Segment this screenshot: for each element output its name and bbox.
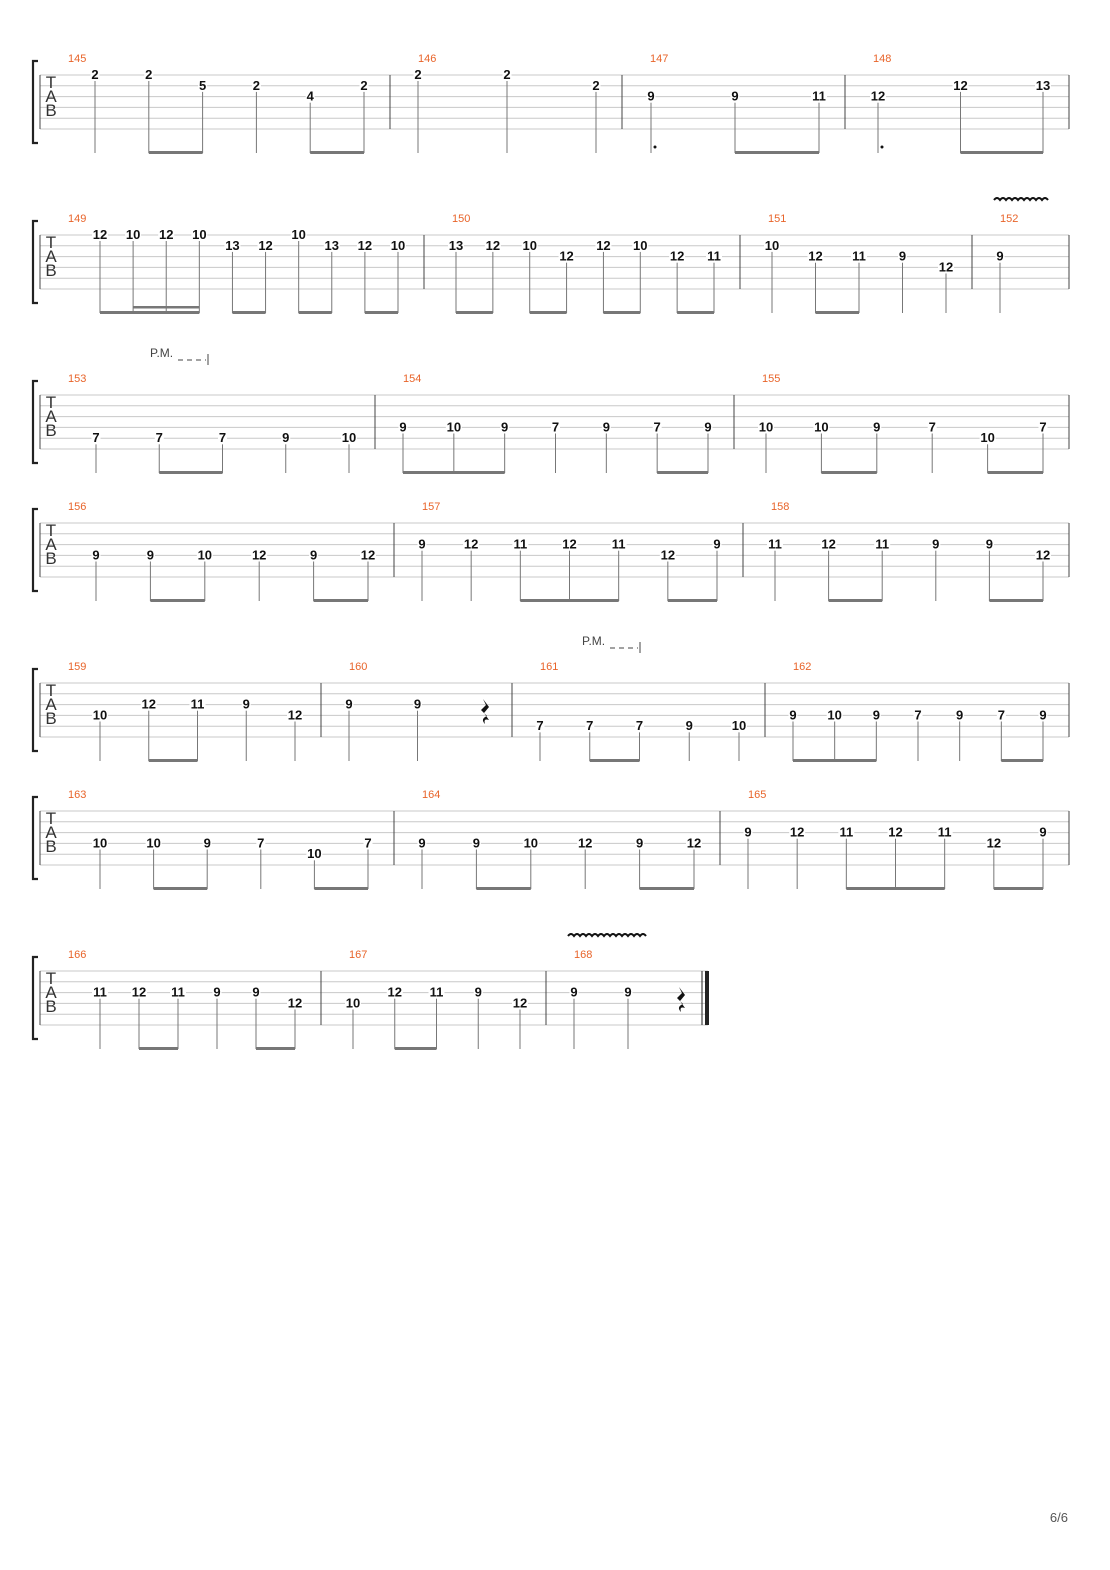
measure xyxy=(68,661,303,762)
fret-number: 9 xyxy=(282,430,290,446)
measure xyxy=(647,53,828,154)
fret-number: 10 xyxy=(523,835,539,851)
fret-number: 12 xyxy=(258,237,273,253)
fret-number: 7 xyxy=(92,430,100,446)
fret-number: 10 xyxy=(192,227,207,242)
measure-number: 149 xyxy=(68,213,87,225)
measure-number: 162 xyxy=(793,661,812,673)
fret-number: 9 xyxy=(501,419,509,435)
tab-clef-letter: B xyxy=(45,421,57,440)
measure xyxy=(68,213,406,314)
beam xyxy=(821,471,876,474)
tab-clef-letter: T xyxy=(45,233,57,252)
fret-number: 9 xyxy=(602,419,610,435)
fret-number: 9 xyxy=(789,707,797,723)
tab-clef-letter: A xyxy=(45,823,57,842)
fret-number: 7 xyxy=(635,718,644,734)
fret-number: 7 xyxy=(536,718,544,734)
tab-clef-letter: T xyxy=(45,809,57,828)
tab-clef-letter: T xyxy=(45,969,57,988)
beam xyxy=(603,311,640,314)
quarter-rest-icon xyxy=(677,987,685,1012)
measure-number: 145 xyxy=(68,53,87,65)
fret-number: 12 xyxy=(888,824,903,840)
fret-number: 11 xyxy=(875,536,890,552)
fret-number: 12 xyxy=(287,707,303,723)
fret-number: 11 xyxy=(513,536,528,552)
fret-number: 9 xyxy=(898,248,907,264)
beam xyxy=(314,599,368,602)
tab-clef-letter: B xyxy=(45,261,57,280)
fret-number: 12 xyxy=(131,984,147,1000)
fret-number: 9 xyxy=(474,984,482,1000)
fret-number: 7 xyxy=(1039,419,1047,435)
fret-number: 2 xyxy=(252,77,261,93)
beam xyxy=(456,311,493,314)
beam xyxy=(989,599,1043,602)
measure-number: 165 xyxy=(748,789,767,801)
measure-number: 163 xyxy=(68,789,87,801)
beam xyxy=(816,311,860,314)
measure xyxy=(418,501,722,602)
measure-number: 160 xyxy=(349,661,368,673)
beam xyxy=(310,151,364,154)
measure xyxy=(870,53,1051,154)
fret-number: 9 xyxy=(744,824,752,840)
fret-number: 9 xyxy=(985,536,994,552)
measure xyxy=(345,661,490,761)
fret-number: 11 xyxy=(707,248,721,264)
fret-number: 9 xyxy=(873,419,881,435)
tab-system xyxy=(33,198,1069,314)
fret-number: 11 xyxy=(190,696,205,712)
fret-number: 11 xyxy=(429,984,444,1000)
beam xyxy=(365,311,398,314)
fret-number: 10 xyxy=(827,707,842,723)
fret-number: 9 xyxy=(146,547,155,563)
beam xyxy=(590,759,640,762)
fret-number: 12 xyxy=(562,536,577,552)
measure-number: 166 xyxy=(68,949,87,961)
fret-number: 2 xyxy=(592,77,600,93)
fret-number: 7 xyxy=(257,835,265,851)
fret-number: 9 xyxy=(635,835,644,851)
palm-mute-label: P.M. xyxy=(582,634,606,648)
fret-number: 10 xyxy=(814,419,829,435)
fret-number: 7 xyxy=(551,419,560,435)
beam xyxy=(657,471,708,474)
fret-number: 7 xyxy=(364,835,372,851)
fret-number: 9 xyxy=(647,88,655,104)
fret-number: 9 xyxy=(203,835,211,851)
beam xyxy=(100,311,199,314)
fret-number: 9 xyxy=(345,696,353,712)
fret-number: 9 xyxy=(252,984,260,1000)
beam xyxy=(299,311,332,314)
tab-clef-letter: T xyxy=(45,393,57,412)
fret-number: 9 xyxy=(570,984,578,1000)
fret-number: 9 xyxy=(624,984,632,1000)
tab-clef-letter: T xyxy=(45,681,57,700)
system-bracket xyxy=(33,509,38,591)
fret-number: 12 xyxy=(938,259,954,275)
system-bracket xyxy=(33,797,38,879)
measure-number: 164 xyxy=(422,789,441,801)
measure-number: 152 xyxy=(1000,213,1019,225)
measure xyxy=(399,373,713,474)
tab-clef-letter: A xyxy=(45,247,57,266)
fret-number: 10 xyxy=(146,835,161,851)
fret-number: 10 xyxy=(446,419,462,435)
tab-clef-letter: B xyxy=(45,709,57,728)
fret-number: 9 xyxy=(418,835,426,851)
fret-number: 12 xyxy=(158,227,174,242)
measure-number: 151 xyxy=(768,213,787,225)
tab-clef-letter: B xyxy=(45,101,57,120)
fret-number: 11 xyxy=(171,984,185,1000)
fret-number: 13 xyxy=(1035,77,1051,93)
beam xyxy=(988,471,1043,474)
beam xyxy=(829,599,883,602)
measure xyxy=(68,789,373,890)
measure-number: 155 xyxy=(762,373,781,385)
measure-number: 148 xyxy=(873,53,892,65)
fret-number: 9 xyxy=(413,696,422,712)
fret-number: 5 xyxy=(198,77,207,93)
measure xyxy=(536,661,748,762)
tab-clef-letter: T xyxy=(45,73,57,92)
fret-number: 12 xyxy=(463,536,479,552)
measure xyxy=(68,53,369,154)
fret-number: 12 xyxy=(789,824,805,840)
fret-number: 9 xyxy=(872,707,880,723)
fret-number: 12 xyxy=(141,696,156,712)
fret-number: 9 xyxy=(213,984,221,1000)
fret-number: 4 xyxy=(306,88,314,104)
dotted-note xyxy=(881,146,884,149)
tab-clef-letter: B xyxy=(45,837,57,856)
fret-number: 9 xyxy=(704,419,712,435)
fret-number: 10 xyxy=(764,237,780,253)
beam xyxy=(159,471,222,474)
fret-number: 7 xyxy=(653,419,661,435)
measure-number: 153 xyxy=(68,373,87,385)
fret-number: 12 xyxy=(512,995,528,1011)
fret-number: 2 xyxy=(503,67,511,82)
measure xyxy=(744,789,1048,890)
tab-clef-letter: B xyxy=(45,997,57,1016)
tab-clef-letter: B xyxy=(45,549,57,568)
fret-number: 12 xyxy=(251,547,267,563)
tab-system xyxy=(33,346,1069,474)
measure xyxy=(789,661,1048,762)
fret-number: 12 xyxy=(808,248,823,264)
beam xyxy=(150,599,204,602)
fret-number: 2 xyxy=(145,67,153,82)
fret-number: 12 xyxy=(92,227,108,242)
measure-number: 156 xyxy=(68,501,87,513)
beam-secondary xyxy=(133,306,199,309)
measure-number: 161 xyxy=(540,661,559,673)
fret-number: 12 xyxy=(387,984,402,1000)
fret-number: 12 xyxy=(596,237,611,253)
fret-number: 9 xyxy=(731,88,739,104)
fret-number: 12 xyxy=(660,547,676,563)
fret-number: 2 xyxy=(91,67,99,82)
fret-number: 10 xyxy=(633,237,648,253)
fret-number: 10 xyxy=(307,846,322,862)
beam xyxy=(846,887,944,890)
measure-number: 167 xyxy=(349,949,368,961)
fret-number: 9 xyxy=(1039,824,1047,840)
fret-number: 9 xyxy=(996,248,1004,264)
measure-number: 147 xyxy=(650,53,669,65)
fret-number: 10 xyxy=(197,547,213,563)
beam xyxy=(154,887,208,890)
final-barline-thick xyxy=(705,971,709,1025)
fret-number: 10 xyxy=(291,227,306,242)
tab-system xyxy=(33,53,1069,154)
system-bracket xyxy=(33,221,38,303)
beam xyxy=(395,1047,437,1050)
beam xyxy=(476,887,530,890)
page-number: 6/6 xyxy=(1049,1510,1068,1525)
fret-number: 7 xyxy=(914,707,922,723)
fret-number: 11 xyxy=(812,88,826,104)
measure-number: 146 xyxy=(418,53,437,65)
tab-system xyxy=(33,934,709,1050)
fret-number: 9 xyxy=(713,536,721,552)
fret-number: 10 xyxy=(731,718,747,734)
beam xyxy=(640,887,694,890)
fret-number: 12 xyxy=(287,995,303,1011)
palm-mute-label: P.M. xyxy=(150,346,174,360)
fret-number: 11 xyxy=(852,248,866,264)
measure xyxy=(68,373,357,474)
measure xyxy=(764,213,954,314)
measure xyxy=(758,373,1048,474)
measure-number: 158 xyxy=(771,501,790,513)
fret-number: 7 xyxy=(586,718,594,734)
tab-clef-letter: A xyxy=(45,87,57,106)
measure xyxy=(68,949,303,1050)
beam xyxy=(314,887,368,890)
measure xyxy=(345,949,528,1050)
beam xyxy=(256,1047,295,1050)
fret-number: 13 xyxy=(448,237,464,253)
fret-number: 9 xyxy=(956,707,964,723)
fret-number: 12 xyxy=(986,835,1002,851)
fret-number: 7 xyxy=(928,419,936,435)
measure xyxy=(68,501,376,602)
system-bracket xyxy=(33,381,38,463)
beam xyxy=(530,311,567,314)
tab-system xyxy=(33,634,1069,762)
fret-number: 12 xyxy=(686,835,702,851)
fret-number: 10 xyxy=(341,430,357,446)
beam xyxy=(793,759,876,762)
fret-number: 12 xyxy=(485,237,501,253)
beam xyxy=(1001,759,1043,762)
beam xyxy=(149,151,203,154)
beam xyxy=(232,311,265,314)
fret-number: 12 xyxy=(1035,547,1051,563)
measure xyxy=(767,501,1051,602)
beam xyxy=(677,311,714,314)
tab-clef-letter: A xyxy=(45,535,57,554)
fret-number: 9 xyxy=(418,536,426,552)
system-bracket xyxy=(33,61,38,143)
fret-number: 10 xyxy=(92,835,108,851)
fret-number: 12 xyxy=(357,237,373,253)
measure-number: 159 xyxy=(68,661,87,673)
vibrato-icon xyxy=(994,198,1048,200)
measure xyxy=(418,789,703,890)
tab-clef-letter: A xyxy=(45,407,57,426)
beam xyxy=(403,471,505,474)
fret-number: 11 xyxy=(611,536,626,552)
measure-number: 154 xyxy=(403,373,422,385)
fret-number: 7 xyxy=(218,430,227,446)
quarter-rest-icon xyxy=(481,699,489,724)
fret-number: 7 xyxy=(155,430,163,446)
fret-number: 7 xyxy=(997,707,1005,723)
fret-number: 12 xyxy=(870,88,886,104)
beam xyxy=(139,1047,178,1050)
fret-number: 13 xyxy=(324,237,340,253)
tab-system xyxy=(33,789,1069,890)
fret-number: 11 xyxy=(768,536,782,552)
fret-number: 10 xyxy=(758,419,774,435)
system-bracket xyxy=(33,669,38,751)
tab-clef-letter: T xyxy=(45,521,57,540)
fret-number: 9 xyxy=(472,835,481,851)
beam xyxy=(735,151,819,154)
fret-number: 2 xyxy=(360,77,368,93)
fret-number: 12 xyxy=(953,77,968,93)
fret-number: 9 xyxy=(932,536,940,552)
fret-number: 9 xyxy=(309,547,318,563)
fret-number: 10 xyxy=(390,237,406,253)
fret-number: 12 xyxy=(559,248,574,264)
fret-number: 9 xyxy=(92,547,100,563)
fret-number: 12 xyxy=(669,248,685,264)
dotted-note xyxy=(654,146,657,149)
fret-number: 10 xyxy=(980,430,995,446)
beam xyxy=(961,151,1044,154)
measure-number: 168 xyxy=(574,949,593,961)
measure-number: 150 xyxy=(452,213,471,225)
fret-number: 10 xyxy=(125,227,141,242)
fret-number: 12 xyxy=(577,835,593,851)
beam xyxy=(668,599,717,602)
tab-system xyxy=(33,501,1069,602)
vibrato-icon xyxy=(568,934,646,936)
fret-number: 10 xyxy=(345,995,361,1011)
measure xyxy=(996,213,1019,313)
fret-number: 13 xyxy=(225,237,240,253)
fret-number: 12 xyxy=(360,547,376,563)
fret-number: 9 xyxy=(1039,707,1047,723)
fret-number: 9 xyxy=(399,419,407,435)
fret-number: 10 xyxy=(92,707,108,723)
system-bracket xyxy=(33,957,38,1039)
measure xyxy=(414,53,601,153)
beam xyxy=(520,599,618,602)
fret-number: 11 xyxy=(937,824,952,840)
beam xyxy=(994,887,1043,890)
fret-number: 9 xyxy=(242,696,250,712)
beam xyxy=(149,759,198,762)
fret-number: 10 xyxy=(522,237,537,253)
fret-number: 11 xyxy=(839,824,854,840)
fret-number: 9 xyxy=(685,718,693,734)
fret-number: 12 xyxy=(821,536,836,552)
tab-clef-letter: A xyxy=(45,983,57,1002)
measure-number: 157 xyxy=(422,501,441,513)
measure xyxy=(570,949,686,1049)
fret-number: 11 xyxy=(93,984,107,1000)
fret-number: 2 xyxy=(414,67,422,82)
measure xyxy=(448,213,722,314)
tab-clef-letter: A xyxy=(45,695,57,714)
